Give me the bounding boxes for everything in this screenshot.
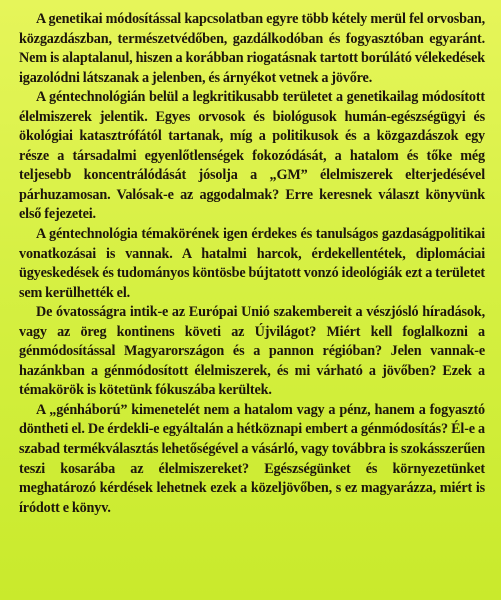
body-text (19, 10, 485, 518)
paragraph: A géntechnológián belül a legkritikusabb területet a genetikailag módosított élelmiszerek jelentik. Egyes orvosok és biológusok humán-egészségügyi és ökológiai katasztrófától tartanak, míg a politikusok és a közgazdászok egy része a társadalmi egyenlőtlenségek fokozódását, a hatalom és tőke még teljesebb koncentrálódását jósolja a „GM” élelmiszerek elterjedésével párhuzamosan. Valósak-e az aggodalmak? Erre keresnek választ könyvünk első fejezetei. (19, 89, 485, 223)
paragraph: De óvatosságra intik-e az Európai Unió szakembereit a vészjósló híradások, vagy az öreg kontinens követi az Újvilágot? Miért kell foglalkozni a génmódosítással Magyarországon és a pannon régióban? Jelen vannak-e hazánkban a génmódosított élelmiszerek, és mi várható a jövőben? Ezek a témakörök is kötetünk fókuszába kerültek. (19, 304, 485, 399)
paragraph: A géntechnológia témakörének igen érdekes és tanulságos gazdaságpolitikai vonatkozásai is vannak. A hatalmi harcok, érdekellentétek, diplomáciai ügyeskedések és tudományos köntösbe bújtatott vonzó ideológiák ezt a területet sem kerülhették el. (19, 226, 485, 301)
paragraph: A genetikai módosítással kapcsolatban egyre több kétely merül fel orvosban, közgazdászban, természetvédőben, gazdálkodóban és fogyasztóban egyaránt. Nem is alaptalanul, hiszen a korábban riogatásnak tartott borúlátó vélekedések igazolódni látszanak a jelenben, és árnyékot vetnek a jövőre. (19, 11, 485, 86)
paragraph: A „génháború” kimenetelét nem a hatalom vagy a pénz, hanem a fogyasztó döntheti el. De érdekli-e egyáltalán a hétköznapi embert a génmódosítás? Él-e a szabad termékválasztás lehetőségével a vásárló, vagy továbbra is szokásszerűen teszi kosarába az élelmiszereket? Egészségünket és környezetünket meghatározó kérdések lehetnek ezek a közeljövőben, s ez magyarázza, miért is íródott e könyv. (19, 401, 485, 516)
